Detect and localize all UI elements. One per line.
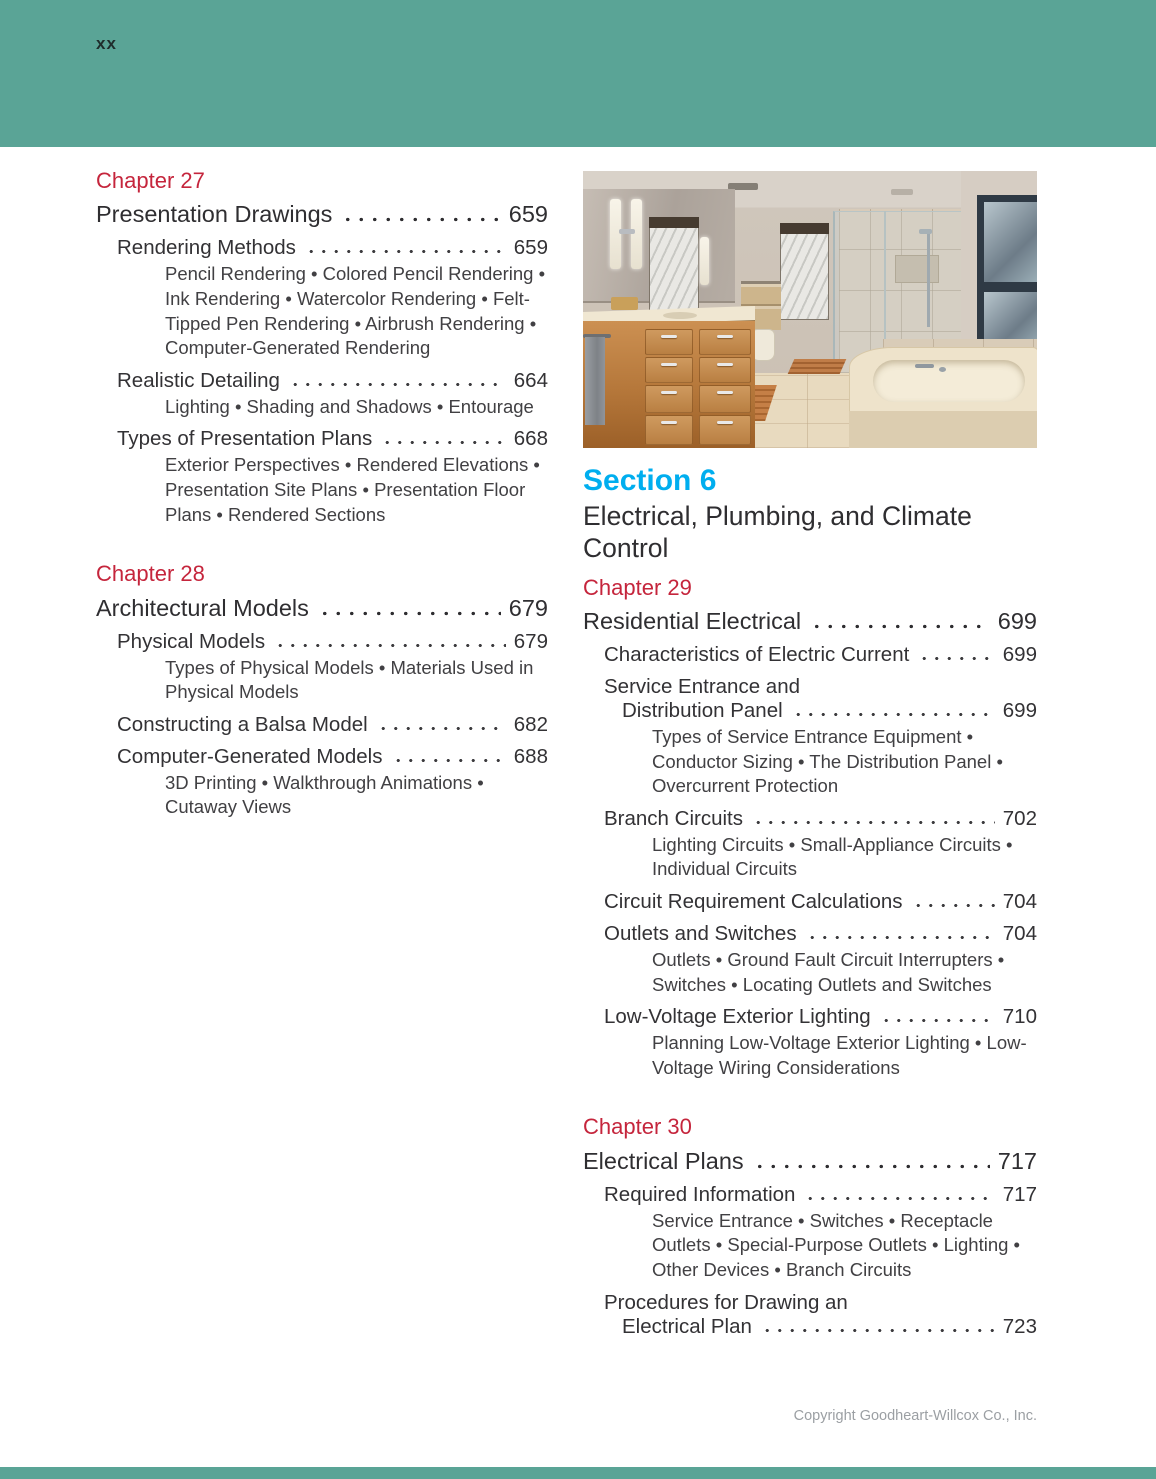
dot-leader	[761, 1315, 995, 1339]
dot-leader	[392, 745, 506, 769]
toc-entry	[583, 1291, 1037, 1339]
vanity-drawer	[699, 357, 751, 383]
dot-leader	[289, 369, 506, 393]
vanity-drawer	[645, 385, 693, 413]
chapter-label: Chapter 27	[96, 168, 205, 193]
chapter-29-block	[583, 575, 1037, 1081]
page-number: 723	[1002, 1314, 1037, 1338]
chapter-30-block	[583, 1114, 1037, 1338]
entry-title: Low-Voltage Exterior Lighting	[604, 1005, 871, 1029]
entry-details: 3D Printing • Walkthrough Animations • Cutaway Views	[165, 771, 484, 818]
dot-leader	[753, 1148, 990, 1175]
page-number: 717	[1002, 1182, 1037, 1206]
section-title: Electrical, Plumbing, and Climate Control	[583, 501, 972, 563]
vanity-drawer	[699, 329, 751, 355]
page-number: 682	[513, 712, 548, 736]
bathtub-basin	[873, 360, 1025, 402]
vanity-drawer	[645, 329, 693, 355]
gray-hand-towel	[585, 337, 605, 425]
toc-entry-row	[583, 643, 1037, 667]
toc-right-column	[583, 171, 1037, 1347]
sconce-light	[610, 199, 621, 269]
page-number: 664	[513, 368, 548, 392]
toc-entry	[96, 630, 548, 705]
toc-entry-row	[96, 236, 548, 260]
entry-details: Outlets • Ground Fault Circuit Interrupters • Switches • Locating Outlets and Switches	[652, 948, 1005, 995]
entry-details: Lighting • Shading and Shadows • Entourage	[165, 395, 534, 417]
sink	[663, 312, 697, 319]
page-number: 699	[1002, 642, 1037, 666]
toc-entry-row	[583, 1291, 1037, 1315]
dot-leader	[318, 595, 501, 622]
entry-title: Outlets and Switches	[604, 921, 797, 945]
toc-left-column	[96, 168, 548, 828]
page-number: 710	[1002, 1005, 1037, 1029]
sconce-light	[631, 199, 642, 269]
page-number: 659	[513, 236, 548, 260]
tub-faucet	[915, 364, 934, 368]
entry-details: Pencil Rendering • Colored Pencil Rendering • Ink Rendering • Watercolor Rendering • Felt-Tipped Pen Rendering • Airbrush Rendering • Computer-Generated Rendering	[165, 263, 546, 359]
dot-leader	[804, 1183, 994, 1207]
page-number: 699	[1002, 698, 1037, 722]
entry-title-line2: Distribution Panel	[622, 698, 783, 722]
header-band	[0, 0, 1156, 147]
wood-vanity-cabinet	[583, 321, 755, 448]
dot-leader	[377, 713, 506, 737]
entry-title: Procedures for Drawing an	[604, 1290, 848, 1314]
tissue-box	[611, 297, 638, 310]
toc-entry	[583, 922, 1037, 997]
page-number: 699	[997, 607, 1037, 634]
toc-entry	[583, 890, 1037, 914]
page-number: 659	[508, 201, 548, 228]
toc-entry-row	[96, 427, 548, 451]
bathroom-photo	[583, 171, 1037, 448]
toc-entry-row-continued	[583, 699, 1037, 723]
dot-leader	[912, 890, 995, 914]
entry-title: Required Information	[604, 1182, 796, 1206]
window-blind	[780, 223, 829, 234]
page-number: 717	[997, 1147, 1037, 1174]
wall-mirror-top	[977, 195, 1037, 289]
vanity-drawer	[645, 415, 693, 445]
toc-entry	[96, 745, 548, 820]
toc-entry-row	[583, 890, 1037, 914]
toc-entry-row	[96, 713, 548, 737]
entry-details: Lighting Circuits • Small-Appliance Circuits • Individual Circuits	[652, 833, 1013, 880]
dot-leader	[305, 236, 506, 260]
dot-leader	[918, 643, 994, 667]
vanity-drawer	[699, 385, 751, 413]
toc-entry	[583, 675, 1037, 799]
entry-title: Realistic Detailing	[117, 368, 280, 392]
chapter-label: Chapter 28	[96, 561, 205, 587]
chapter-title: Presentation Drawings	[96, 201, 333, 228]
entry-title: Branch Circuits	[604, 806, 743, 830]
toc-entry-row	[96, 369, 548, 393]
chapter-label: Chapter 30	[583, 1114, 692, 1140]
toc-entry-row	[583, 922, 1037, 946]
entry-title-line2: Electrical Plan	[622, 1314, 752, 1338]
sconce-light	[700, 237, 709, 285]
toc-entry-row	[583, 1183, 1037, 1207]
page-number: 704	[1002, 921, 1037, 945]
chapter-title-row	[96, 595, 548, 622]
dot-leader	[792, 699, 995, 723]
dot-leader	[752, 807, 995, 831]
toc-entry-row	[96, 745, 548, 769]
toc-entry	[96, 713, 548, 737]
page-number: 668	[513, 427, 548, 451]
chapter-title: Architectural Models	[96, 594, 309, 621]
toc-entry-row	[583, 1005, 1037, 1029]
dot-leader	[381, 427, 506, 451]
ceiling-light	[891, 189, 913, 195]
toc-entry	[96, 427, 548, 527]
tub-faucet-knob	[939, 367, 946, 372]
entry-details: Exterior Perspectives • Rendered Elevations • Presentation Site Plans • Presentation Floor Plans • Rendered Sections	[165, 454, 540, 525]
sconce-bracket	[619, 229, 635, 234]
page-number: 679	[508, 594, 548, 621]
window-middle	[780, 223, 829, 320]
entry-title: Characteristics of Electric Current	[604, 642, 910, 666]
vanity-drawer	[645, 357, 693, 383]
chapter-title: Residential Electrical	[583, 607, 802, 634]
entry-title: Rendering Methods	[117, 236, 296, 260]
entry-title: Computer-Generated Models	[117, 744, 383, 768]
section-label: Section 6	[583, 464, 717, 497]
dot-leader	[806, 922, 995, 946]
toc-entry-row-continued	[583, 1315, 1037, 1339]
dot-leader	[341, 201, 500, 228]
toc-entry	[96, 369, 548, 420]
toc-entry	[583, 807, 1037, 882]
chapter-title-row	[583, 1148, 1037, 1175]
copyright-notice: Copyright Goodheart-Willcox Co., Inc.	[793, 1408, 1037, 1424]
entry-title: Circuit Requirement Calculations	[604, 889, 903, 913]
page-number: 704	[1002, 889, 1037, 913]
chapter-label: Chapter 29	[583, 574, 692, 600]
wood-floor-mat-small	[788, 359, 847, 374]
entry-details: Types of Service Entrance Equipment • Conductor Sizing • The Distribution Panel • Overcurrent Protection	[652, 725, 1003, 797]
page-number-label: xx	[96, 34, 117, 53]
toc-entry	[583, 1183, 1037, 1283]
entry-title: Service Entrance and	[604, 674, 801, 698]
bathtub-front-panel	[849, 411, 1037, 448]
chapter-28-block	[96, 561, 548, 820]
toc-entry	[583, 643, 1037, 667]
toc-entry-row	[96, 630, 548, 654]
chapter-27-block	[96, 168, 548, 527]
toc-entry	[96, 236, 548, 360]
window-left	[649, 217, 699, 313]
dot-leader	[274, 630, 506, 654]
entry-details: Types of Physical Models • Materials Used in Physical Models	[165, 656, 534, 703]
page-number: 688	[513, 744, 548, 768]
vanity-drawer	[699, 415, 751, 445]
toc-entry-row	[583, 807, 1037, 831]
toc-entry	[583, 1005, 1037, 1080]
page-number: 679	[513, 629, 548, 653]
entry-title: Types of Presentation Plans	[117, 427, 373, 451]
chapter-title-row	[583, 608, 1037, 635]
chapter-title: Electrical Plans	[583, 1147, 744, 1174]
footer-band	[0, 1467, 1156, 1479]
entry-details: Service Entrance • Switches • Receptacle Outlets • Special-Purpose Outlets • Lighting • Other Devices • Branch Circuits	[652, 1209, 1021, 1280]
window-blind	[649, 217, 699, 228]
chapter-title-row	[96, 201, 548, 228]
entry-title: Constructing a Balsa Model	[117, 712, 368, 736]
dot-leader	[880, 1005, 995, 1029]
entry-title: Physical Models	[117, 629, 266, 653]
dot-leader	[810, 608, 990, 635]
page-number: 702	[1002, 806, 1037, 830]
entry-details: Planning Low-Voltage Exterior Lighting • Low-Voltage Wiring Considerations	[652, 1032, 1027, 1078]
toc-entry-row	[583, 675, 1037, 699]
